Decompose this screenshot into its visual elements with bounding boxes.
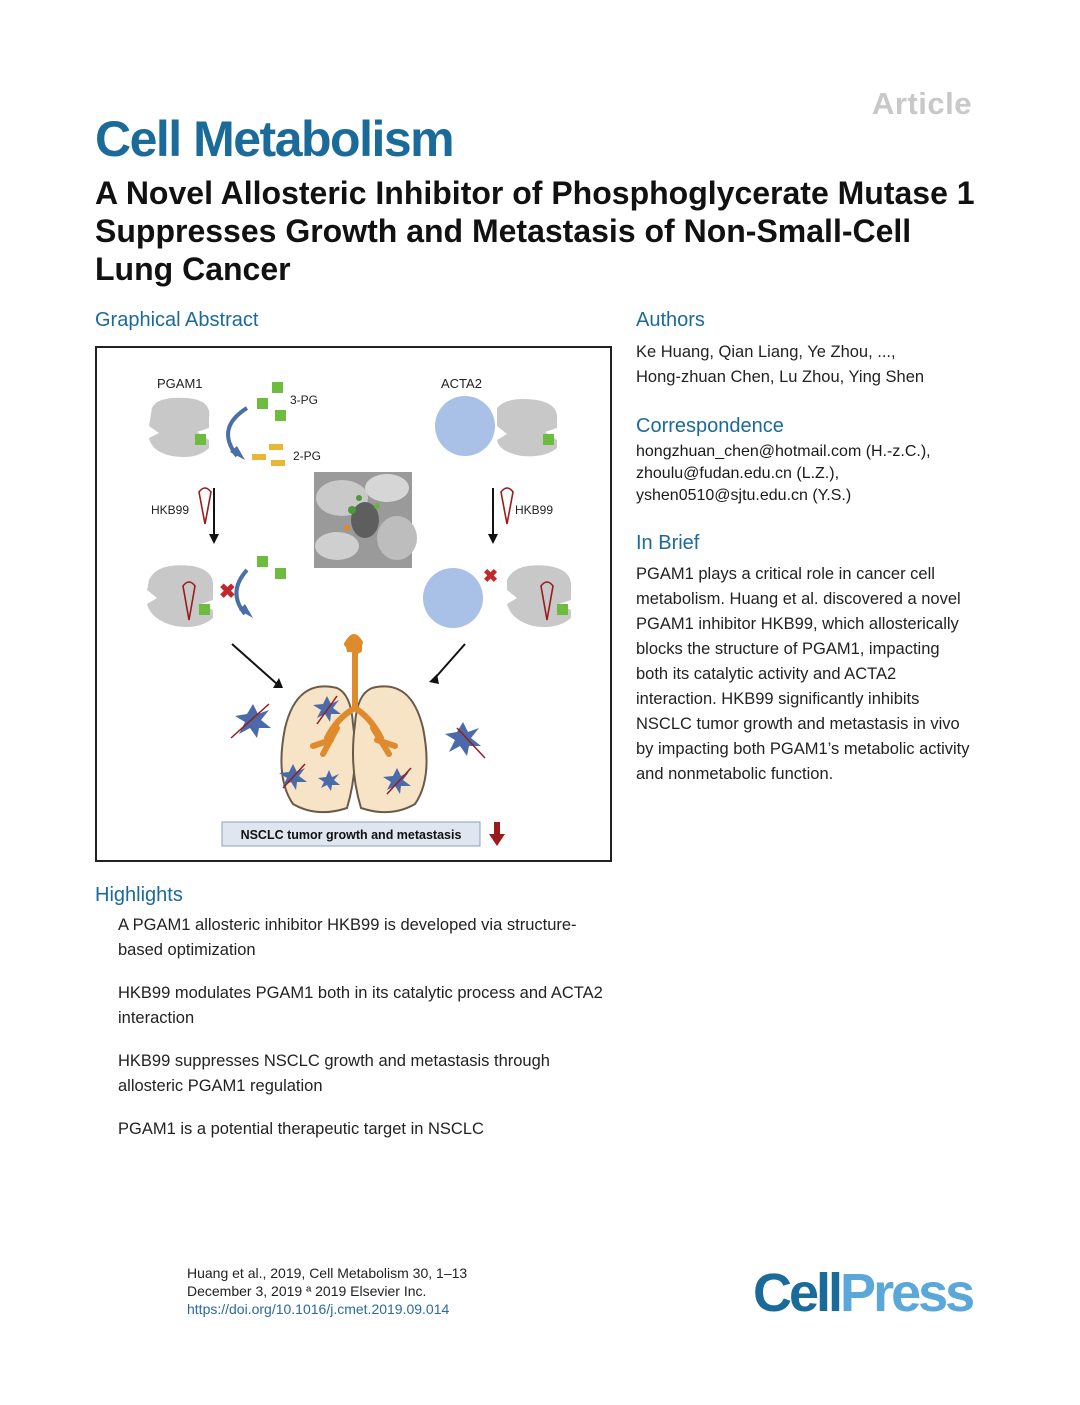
correspondence-list bbox=[636, 441, 986, 507]
correspondence-heading: Correspondence bbox=[636, 415, 784, 437]
graphical-abstract-svg bbox=[97, 348, 610, 860]
highlight-item: HKB99 suppresses NSCLC growth and metastasis through allosteric PGAM1 regulation bbox=[118, 1052, 550, 1095]
tumor-icon bbox=[235, 704, 271, 738]
diagonal-arrow-right-icon bbox=[435, 644, 465, 678]
pgam1-inhibited-icon bbox=[147, 565, 213, 627]
pgam1-inhibited-icon bbox=[507, 565, 571, 627]
outcome-label: NSCLC tumor growth and metastasis bbox=[240, 828, 462, 842]
pgam1-protein-icon bbox=[149, 398, 209, 457]
hkb99-label-left: HKB99 bbox=[151, 503, 190, 517]
authors-heading: Authors bbox=[636, 309, 705, 331]
cellpress-logo bbox=[753, 1262, 972, 1324]
article-type-label: Article bbox=[872, 86, 972, 121]
cellpress-logo-part2: Press bbox=[840, 1263, 973, 1323]
citation-line: Huang et al., 2019, Cell Metabolism 30, 1–13 bbox=[187, 1265, 468, 1281]
highlight-item: HKB99 modulates PGAM1 both in its catalytic process and ACTA2 interaction bbox=[118, 984, 603, 1027]
block-x-icon: ✖ bbox=[219, 581, 236, 603]
highlight-item: A PGAM1 allosteric inhibitor HKB99 is developed via structure-based optimization bbox=[118, 916, 577, 959]
diagonal-arrow-left-icon bbox=[232, 644, 277, 684]
correspondence-email[interactable]: yshen0510@sjtu.edu.cn (Y.S.) bbox=[636, 487, 852, 504]
journal-name: Cell Metabolism bbox=[95, 111, 454, 167]
author-list bbox=[636, 340, 986, 390]
hkb99-molecule-icon bbox=[501, 488, 513, 524]
hkb99-molecule-icon bbox=[199, 488, 211, 524]
highlights-heading: Highlights bbox=[95, 884, 183, 906]
substrate-icon bbox=[257, 556, 286, 579]
block-x-icon: ✖ bbox=[483, 566, 499, 586]
in-brief-heading: In Brief bbox=[636, 532, 700, 554]
decrease-arrow-icon bbox=[489, 822, 505, 846]
acta2-label: ACTA2 bbox=[441, 376, 482, 391]
acta2-protein-icon bbox=[423, 568, 483, 628]
pgam1-protein-icon bbox=[497, 399, 557, 456]
protein-structure-image bbox=[314, 472, 417, 568]
highlights-list bbox=[118, 913, 618, 1160]
hkb99-label-right: HKB99 bbox=[515, 503, 554, 517]
author-line: Hong-zhuan Chen, Lu Zhou, Ying Shen bbox=[636, 368, 925, 386]
highlight-item: PGAM1 is a potential therapeutic target in NSCLC bbox=[118, 1120, 484, 1138]
3pg-label: 3-PG bbox=[290, 393, 319, 407]
in-brief-text: PGAM1 plays a critical role in cancer cell metabolism. Huang et al. discovered a novel PGAM1 inhibitor HKB99, which allosterically blocks the structure of PGAM1, impacting both its catalytic activity and ACTA2 interaction. HKB99 significantly inhibits NSCLC tumor growth and metastasis in vivo by impacting both PGAM1’s metabolic activity and nonmetabolic function. bbox=[636, 565, 970, 783]
2pg-product-icon bbox=[252, 444, 285, 466]
2pg-label: 2-PG bbox=[293, 449, 322, 463]
copyright-line: December 3, 2019 ª 2019 Elsevier Inc. bbox=[187, 1283, 427, 1299]
cellpress-logo-part1: Cell bbox=[753, 1263, 841, 1323]
graphical-abstract-heading: Graphical Abstract bbox=[95, 309, 259, 331]
correspondence-email[interactable]: zhoulu@fudan.edu.cn (L.Z.), bbox=[636, 465, 840, 482]
article-title: A Novel Allosteric Inhibitor of Phosphoglycerate Mutase 1 Suppresses Growth and Metastasis of Non-Small-Cell Lung Cancer bbox=[95, 175, 975, 287]
doi-link[interactable]: https://doi.org/10.1016/j.cmet.2019.09.014 bbox=[187, 1301, 450, 1317]
author-line: Ke Huang, Qian Liang, Ye Zhou, ..., bbox=[636, 343, 896, 361]
citation-footer bbox=[187, 1264, 467, 1318]
tumor-icon bbox=[445, 722, 481, 756]
acta2-protein-icon bbox=[435, 396, 495, 456]
3pg-substrate-icon bbox=[257, 382, 286, 421]
correspondence-email[interactable]: hongzhuan_chen@hotmail.com (H.-z.C.), bbox=[636, 443, 931, 460]
pgam1-label: PGAM1 bbox=[157, 376, 203, 391]
graphical-abstract-figure bbox=[95, 346, 612, 862]
